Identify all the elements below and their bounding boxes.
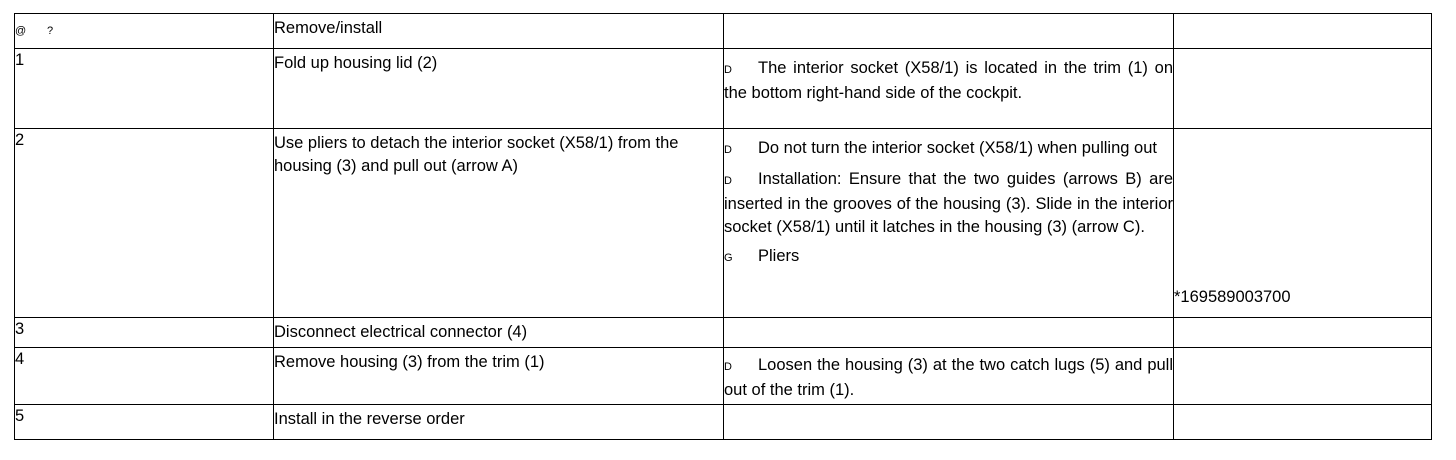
at-symbol: @ [15, 25, 27, 37]
step-action [274, 318, 724, 348]
step-action-text: Install in the reverse order [274, 410, 465, 428]
header-symbols-cell [15, 14, 274, 49]
step-action [274, 129, 724, 318]
note-symbol: D [724, 175, 732, 187]
tool-symbol: G [724, 252, 733, 264]
step-notes [724, 348, 1174, 405]
step-number: 1 [15, 49, 274, 129]
note [724, 354, 1173, 402]
step-reference [1174, 405, 1432, 440]
step-action-text: Use pliers to detach the interior socket (X58/1) from the housing (3) and pull out (arrow A) [274, 134, 679, 175]
note [724, 57, 1173, 105]
table-row [15, 405, 1432, 440]
note-symbol: D [724, 64, 732, 76]
header-action-label: Remove/install [274, 19, 383, 37]
step-reference [1174, 348, 1432, 405]
tool-note [724, 245, 1173, 270]
header-symbols [15, 20, 79, 43]
step-notes [724, 405, 1174, 440]
note-text: The interior socket (X58/1) is located in the trim (1) on the bottom right-hand side of the cockpit. [724, 59, 1173, 102]
step-number: 2 [15, 129, 274, 318]
note-symbol: D [724, 361, 732, 373]
step-action [274, 49, 724, 129]
question-symbol: ? [47, 25, 54, 37]
tool-reference-number: *169589003700 [1174, 288, 1291, 306]
table-row [15, 318, 1432, 348]
header-action-cell [274, 14, 724, 49]
step-number: 4 [15, 348, 274, 405]
step-action [274, 348, 724, 405]
step-notes [724, 318, 1174, 348]
step-notes [724, 129, 1174, 318]
step-reference [1174, 129, 1432, 318]
note-symbol: D [724, 144, 732, 156]
header-notes-cell [724, 14, 1174, 49]
step-action-text: Fold up housing lid (2) [274, 54, 438, 72]
step-action [274, 405, 724, 440]
note [724, 137, 1173, 162]
note [724, 168, 1173, 239]
table-row [15, 49, 1432, 129]
table-row [15, 129, 1432, 318]
note-text: Do not turn the interior socket (X58/1) when pulling out [758, 139, 1157, 157]
note-text: Loosen the housing (3) at the two catch lugs (5) and pull out of the trim (1). [724, 356, 1173, 399]
table-row [15, 348, 1432, 405]
header-row [15, 14, 1432, 49]
step-reference [1174, 318, 1432, 348]
step-number: 3 [15, 318, 274, 348]
step-action-text: Remove housing (3) from the trim (1) [274, 353, 545, 371]
note-text: Installation: Ensure that the two guides (arrows B) are inserted in the grooves of the housing (3). Slide in the interior socket (X58/1) until it latches in the housing (3) (arrow C). [724, 170, 1173, 236]
step-action-text: Disconnect electrical connector (4) [274, 323, 528, 341]
tool-text: Pliers [758, 247, 800, 265]
step-reference [1174, 49, 1432, 129]
step-notes [724, 49, 1174, 129]
procedure-table [14, 13, 1432, 440]
step-number: 5 [15, 405, 274, 440]
header-ref-cell [1174, 14, 1432, 49]
